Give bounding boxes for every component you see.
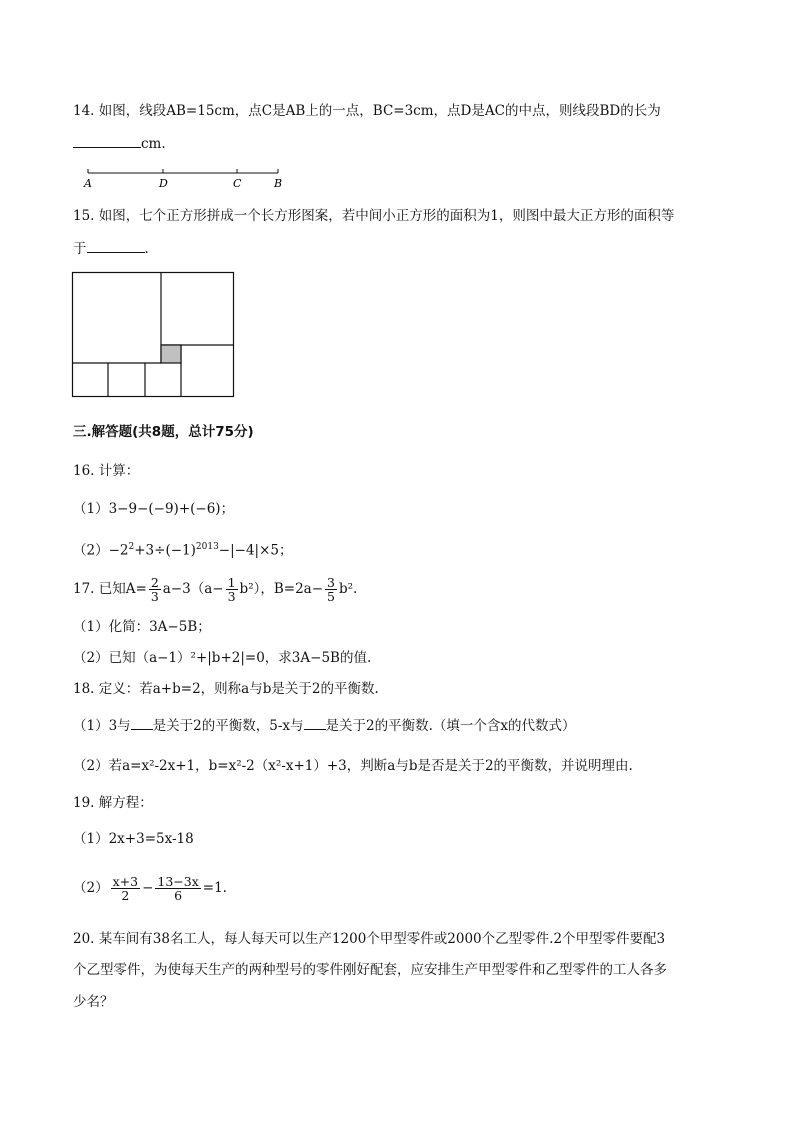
q19-minus: −: [142, 880, 154, 896]
q19-p2-prefix: （2）: [73, 880, 109, 896]
label-c: C: [233, 177, 242, 190]
section3-title: 三.解答题(共8题，总计75分): [73, 424, 254, 440]
q16-p2-exp2: 2013: [195, 542, 219, 552]
q18-p1-c: 是关于2的平衡数.（填一个含x的代数式）: [325, 718, 576, 734]
label-a: A: [84, 177, 92, 190]
q19-part2: [73, 871, 227, 905]
q17-title: [73, 574, 357, 604]
outer-rectangle: [73, 273, 234, 397]
q17-mid2: b²），B=2a−: [239, 581, 324, 597]
q20-line1: 20. 某车间有38名工人，每人每天可以生产1200个甲型零件或2000个乙型零件.2个甲型零件要配3: [73, 931, 666, 947]
q15-squares-diagram: [71, 271, 241, 403]
q18-blank-1[interactable]: [131, 715, 153, 730]
q17-prefix: 17. 已知A=: [73, 581, 147, 597]
q16-p2-exp1: 2: [128, 542, 135, 552]
q18-blank-2[interactable]: [304, 715, 326, 730]
q14-answer-blank[interactable]: [73, 133, 141, 148]
label-d: D: [159, 177, 168, 190]
q17-part2: （2）已知（a−1）²+|b+2|=0，求3A−5B的值.: [73, 650, 372, 666]
q20-line2: 个乙型零件，为使每天生产的两种型号的零件刚好配套，应安排生产甲型零件和乙型零件的工人各多: [73, 962, 667, 978]
q16-title: 16. 计算：: [73, 463, 140, 479]
q18-p1-a: （1）3与: [73, 718, 131, 734]
q15-answer-blank[interactable]: [87, 238, 145, 253]
q14-line1: 14. 如图，线段AB=15cm，点C是AB上的一点，BC=3cm，点D是AC的中点，则线段BD的长为: [73, 103, 661, 119]
q15-line1: 15. 如图，七个正方形拼成一个长方形图案，若中间小正方形的面积为1，则图中最大正方形的面积等: [73, 208, 675, 224]
q17-frac-1-3: $\frac{1}{3}$: [227, 575, 236, 604]
q16-p2-mid: +3÷(−1): [134, 542, 196, 559]
q17-suffix: b².: [339, 581, 358, 597]
q18-p1-b: 是关于2的平衡数，5-x与: [152, 718, 304, 734]
q18-part2: （2）若a=x²-2x+1，b=x²-2（x²-x+1）+3，判断a与b是否是关于2的平衡数，并说明理由.: [73, 758, 633, 774]
q15-suffix: .: [144, 241, 149, 257]
q15-prefix: 于: [73, 241, 87, 257]
q17-frac-2-3: $\frac{2}{3}$: [150, 575, 159, 604]
q14-line2: [73, 133, 166, 154]
q17-frac-3-5: $\frac{3}{5}$: [327, 575, 335, 604]
q19-p2-suffix: =1.: [202, 880, 227, 896]
q19-title: 19. 解方程：: [73, 795, 153, 811]
q14-segment-diagram: [80, 168, 310, 192]
q19-part1: （1）2x+3=5x-18: [73, 831, 194, 847]
q17-mid1: a−3（a−: [162, 581, 224, 597]
q15-line2: [73, 238, 149, 259]
q16-p2-suffix: −|−4|×5；: [218, 542, 293, 559]
q19-frac-1: $\frac{x+3}{2}$: [112, 874, 139, 903]
small-center-square: [161, 345, 181, 363]
q16-p2-prefix: （2）−2: [73, 542, 129, 559]
q16-part2: [73, 537, 293, 561]
q14-unit: cm.: [141, 136, 166, 152]
q19-frac-2: $\frac{13-3x}{6}$: [157, 874, 199, 903]
q16-part1: （1）3−9−(−9)+(−6)；: [73, 501, 235, 517]
q18-title: 18. 定义：若a+b=2，则称a与b是关于2的平衡数.: [73, 681, 379, 697]
q17-part1: （1）化简：3A−5B；: [73, 619, 211, 635]
q18-part1: [73, 715, 576, 736]
q20-line3: 少名？: [73, 994, 114, 1010]
label-b: B: [274, 177, 283, 190]
